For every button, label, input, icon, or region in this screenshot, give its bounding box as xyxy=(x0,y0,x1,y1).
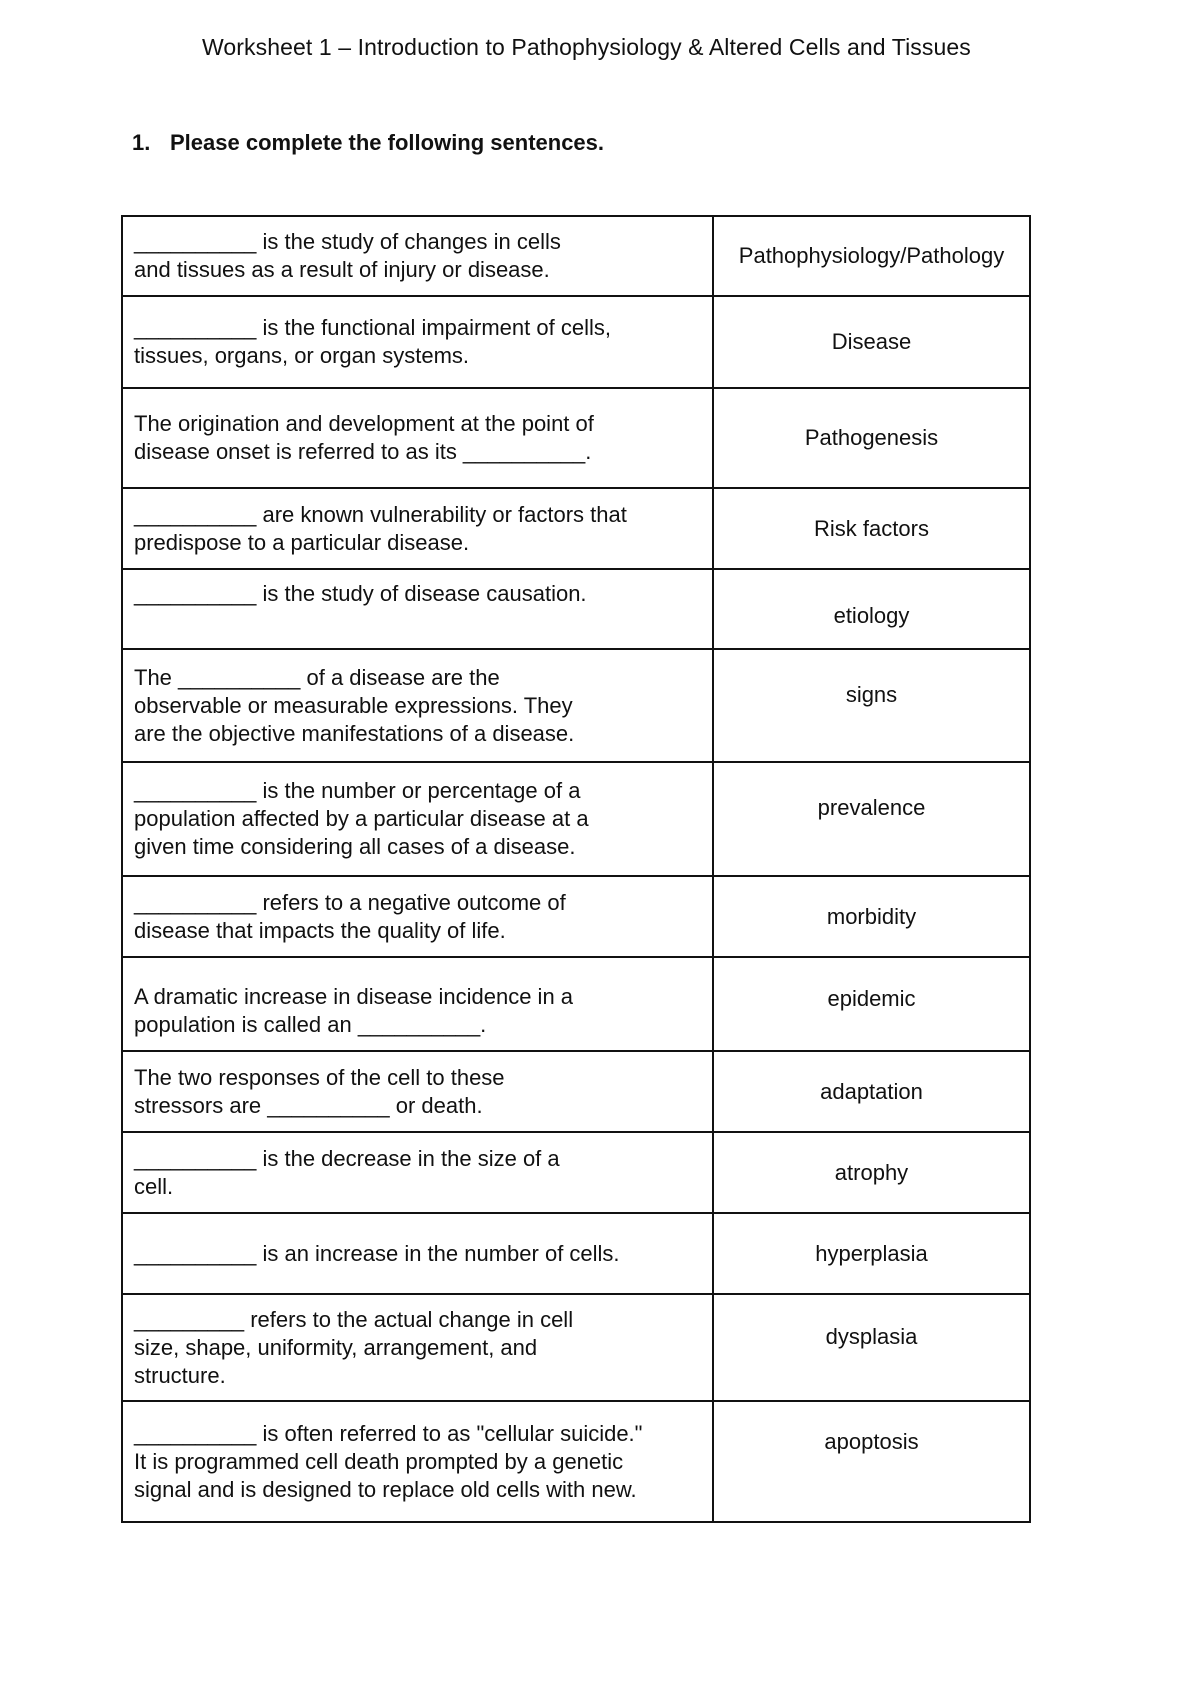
sentence-cell: __________ is an increase in the number of cells. xyxy=(122,1213,713,1294)
answer-cell: signs xyxy=(713,649,1030,762)
sentence-cell: __________ refers to a negative outcome of disease that impacts the quality of life. xyxy=(122,876,713,957)
table-row xyxy=(122,388,1030,488)
table-row xyxy=(122,296,1030,388)
sentence-cell: __________ is often referred to as "cellular suicide." It is programmed cell death prompted by a genetic signal and is designed to replace old cells with new. xyxy=(122,1401,713,1522)
question-number: 1. xyxy=(132,130,151,155)
answer-cell: etiology xyxy=(713,569,1030,649)
table-row xyxy=(122,488,1030,569)
sentence-cell: A dramatic increase in disease incidence in a population is called an __________. xyxy=(122,957,713,1051)
table-row xyxy=(122,876,1030,957)
table-row xyxy=(122,957,1030,1051)
table-row xyxy=(122,216,1030,296)
sentence-cell: __________ are known vulnerability or factors that predispose to a particular disease. xyxy=(122,488,713,569)
question-heading xyxy=(132,130,604,156)
sentence-cell: __________ is the study of changes in cells and tissues as a result of injury or disease. xyxy=(122,216,713,296)
table-row xyxy=(122,1401,1030,1522)
sentence-cell: _________ refers to the actual change in cell size, shape, uniformity, arrangement, and structure. xyxy=(122,1294,713,1401)
answer-cell: hyperplasia xyxy=(713,1213,1030,1294)
answer-cell: apoptosis xyxy=(713,1401,1030,1522)
table-row xyxy=(122,1294,1030,1401)
answer-cell: Disease xyxy=(713,296,1030,388)
table-row xyxy=(122,1051,1030,1132)
answer-cell: dysplasia xyxy=(713,1294,1030,1401)
answer-table xyxy=(121,215,1031,1523)
sentence-cell: The __________ of a disease are the observable or measurable expressions. They are the objective manifestations of a disease. xyxy=(122,649,713,762)
sentence-cell: __________ is the decrease in the size of a cell. xyxy=(122,1132,713,1213)
table-row xyxy=(122,1213,1030,1294)
answer-cell: prevalence xyxy=(713,762,1030,876)
sentence-cell: __________ is the number or percentage of a population affected by a particular disease at a given time considering all cases of a disease. xyxy=(122,762,713,876)
answer-cell: adaptation xyxy=(713,1051,1030,1132)
answer-cell: morbidity xyxy=(713,876,1030,957)
table-row xyxy=(122,1132,1030,1213)
sentence-cell: __________ is the functional impairment of cells, tissues, organs, or organ systems. xyxy=(122,296,713,388)
answer-cell: atrophy xyxy=(713,1132,1030,1213)
answer-cell: Pathophysiology/Pathology xyxy=(713,216,1030,296)
answer-cell: Pathogenesis xyxy=(713,388,1030,488)
table-row xyxy=(122,649,1030,762)
sentence-cell: __________ is the study of disease causation. xyxy=(122,569,713,649)
sentence-cell: The origination and development at the point of disease onset is referred to as its __________. xyxy=(122,388,713,488)
sentence-cell: The two responses of the cell to these stressors are __________ or death. xyxy=(122,1051,713,1132)
question-prompt: Please complete the following sentences. xyxy=(170,130,605,155)
answer-cell: epidemic xyxy=(713,957,1030,1051)
answer-cell: Risk factors xyxy=(713,488,1030,569)
page-header: Worksheet 1 – Introduction to Pathophysiology & Altered Cells and Tissues xyxy=(202,34,971,60)
table-row xyxy=(122,569,1030,649)
table-row xyxy=(122,762,1030,876)
